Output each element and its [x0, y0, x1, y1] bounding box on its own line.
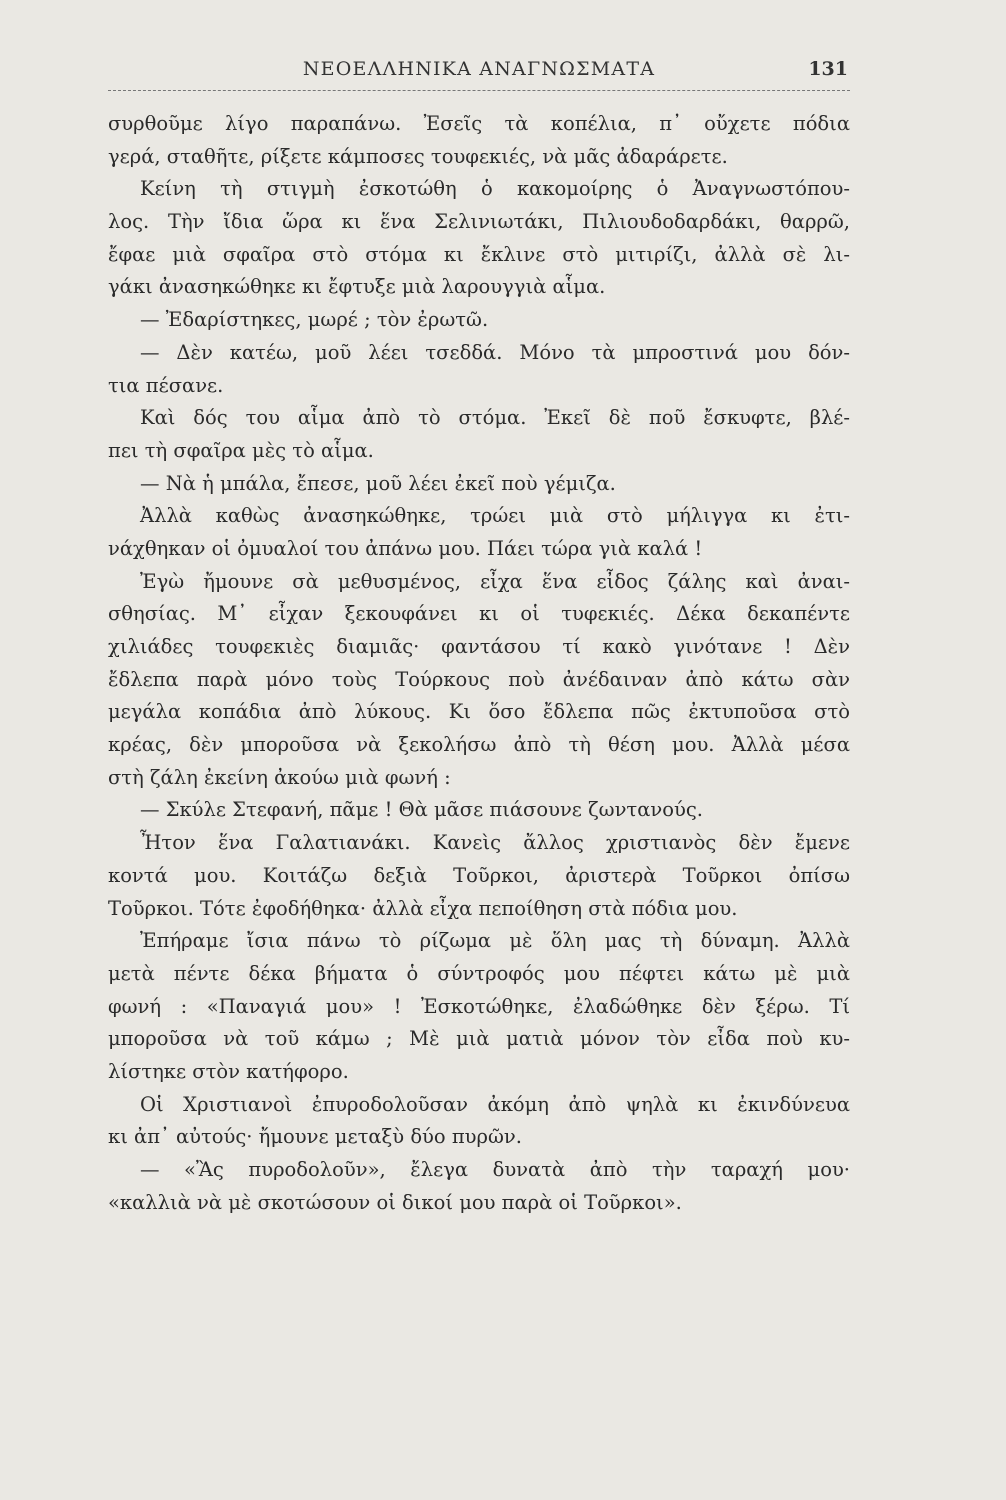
text-line: Τοῦρκοι. Τότε ἐφοδήθηκα· ἀλλὰ εἶχα πεποίθηση στὰ πόδια μου.: [108, 896, 738, 920]
text-line: μεγάλα κοπάδια ἀπὸ λύκους. Κι ὅσο ἔδλεπα πῶς ἐκτυποῦσα στὸ: [108, 700, 850, 724]
text-line: σθησίας. Μ᾽ εἶχαν ξεκουφάνει κι οἱ τυφεκιές. Δέκα δεκαπέντε: [108, 602, 850, 626]
body-text: [108, 108, 850, 1219]
text-line: μποροῦσα νὰ τοῦ κάμω ; Μὲ μιὰ ματιὰ μόνον τὸν εἶδα ποὺ κυ-: [108, 1027, 850, 1051]
text-line: Ἀλλὰ καθὼς ἀνασηκώθηκε, τρώει μιὰ στὸ μήλιγγα κι ἐτι-: [140, 504, 850, 528]
text-line: «καλλιὰ νὰ μὲ σκοτώσουν οἱ δικοί μου παρὰ οἱ Τοῦρκοι».: [108, 1190, 682, 1214]
text-line: μετὰ πέντε δέκα βήματα ὁ σύντροφός μου πέφτει κάτω μὲ μιὰ: [108, 961, 850, 985]
text-line: ἔδλεπα παρὰ μόνο τοὺς Τούρκους ποὺ ἀνέδαιναν ἀπὸ κάτω σὰν: [108, 667, 850, 691]
text-line: κοντά μου. Κοιτάζω δεξιὰ Τοῦρκοι, ἀριστερὰ Τοῦρκοι ὀπίσω: [108, 863, 850, 887]
text-line: ἔφαε μιὰ σφαῖρα στὸ στόμα κι ἔκλινε στὸ μιτιρίζι, ἀλλὰ σὲ λι-: [108, 242, 850, 266]
text-line: στὴ ζάλη ἐκείνη ἀκούω μιὰ φωνή :: [108, 765, 451, 789]
text-line: Κείνη τὴ στιγμὴ ἐσκοτώθη ὁ κακομοίρης ὁ Ἀναγνωστόπου-: [140, 177, 850, 201]
text-line: πει τὴ σφαῖρα μὲς τὸ αἷμα.: [108, 438, 374, 462]
text-line: Οἱ Χριστιανοὶ ἐπυροδολοῦσαν ἀκόμη ἀπὸ ψηλὰ κι ἐκινδύνευα: [140, 1092, 850, 1116]
text-line: — Νὰ ἡ μπάλα, ἔπεσε, μοῦ λέει ἐκεῖ ποὺ γέμιζα.: [140, 471, 616, 495]
text-line: γάκι ἀνασηκώθηκε κι ἔφτυξε μιὰ λαρουγγιὰ αἷμα.: [108, 275, 606, 299]
text-line: τια πέσανε.: [108, 373, 224, 397]
text-line: — Ἐδαρίστηκες, μωρέ ; τὸν ἐρωτῶ.: [140, 308, 489, 332]
text-line: — Δὲν κατέω, μοῦ λέει τσεδδά. Μόνο τὰ μπροστινά μου δόν-: [140, 340, 850, 364]
text-line: — Σκύλε Στεφανή, πᾶμε ! Θὰ μᾶσε πιάσουνε ζωντανούς.: [140, 798, 703, 822]
text-line: Ἐγὼ ἤμουνε σὰ μεθυσμένος, εἶχα ἕνα εἶδος ζάλης καὶ ἀναι-: [140, 569, 850, 593]
text-line: Καὶ δός του αἷμα ἀπὸ τὸ στόμα. Ἐκεῖ δὲ ποῦ ἔσκυφτε, βλέ-: [140, 406, 850, 430]
text-line: λος. Τὴν ἴδια ὥρα κι ἕνα Σελινιωτάκι, Πιλιουδοδαρδάκι, θαρρῶ,: [108, 210, 850, 234]
text-line: χιλιάδες τουφεκιὲς διαμιᾶς· φαντάσου τί κακὸ γινότανε ! Δὲν: [108, 635, 850, 658]
text-line: νάχθηκαν οἱ ὀμυαλοί του ἀπάνω μου. Πάει τώρα γιὰ καλά !: [108, 536, 703, 560]
text-line: κρέας, δὲν μποροῦσα νὰ ξεκολήσω ἀπὸ τὴ θέση μου. Ἀλλὰ μέσα: [108, 733, 850, 757]
text-line: Ἐπήραμε ἴσια πάνω τὸ ρίζωμα μὲ ὅλη μας τὴ δύναμη. Ἀλλὰ: [140, 929, 850, 953]
running-title: ΝΕΟΕΛΛΗΝΙΚΑ ΑΝΑΓΝΩΣΜΑΤΑ: [302, 58, 656, 80]
text-line: — «Ἂς πυροδολοῦν», ἔλεγα δυνατὰ ἀπὸ τὴν ταραχή μου·: [140, 1158, 850, 1181]
text-line: Ἦτον ἕνα Γαλατιανάκι. Κανεὶς ἄλλος χριστιανὸς δὲν ἔμενε: [140, 831, 850, 855]
text-line: φωνή : «Παναγιά μου» ! Ἐσκοτώθηκε, ἐλαδώθηκε δὲν ξέρω. Τί: [108, 994, 850, 1018]
page-number: 131: [808, 58, 848, 80]
text-line: λίστηκε στὸν κατήφορο.: [108, 1059, 349, 1083]
text-line: κι ἀπ᾽ αὐτούς· ἤμουνε μεταξὺ δύο πυρῶν.: [108, 1125, 522, 1149]
text-line: γερά, σταθῆτε, ρίξετε κάμποσες τουφεκιές, νὰ μᾶς ἀδαράρετε.: [108, 144, 728, 168]
running-head: [108, 58, 850, 88]
text-line: συρθοῦμε λίγο παραπάνω. Ἐσεῖς τὰ κοπέλια, π᾽ οὔχετε πόδια: [108, 112, 850, 135]
header-rule: [108, 90, 850, 91]
